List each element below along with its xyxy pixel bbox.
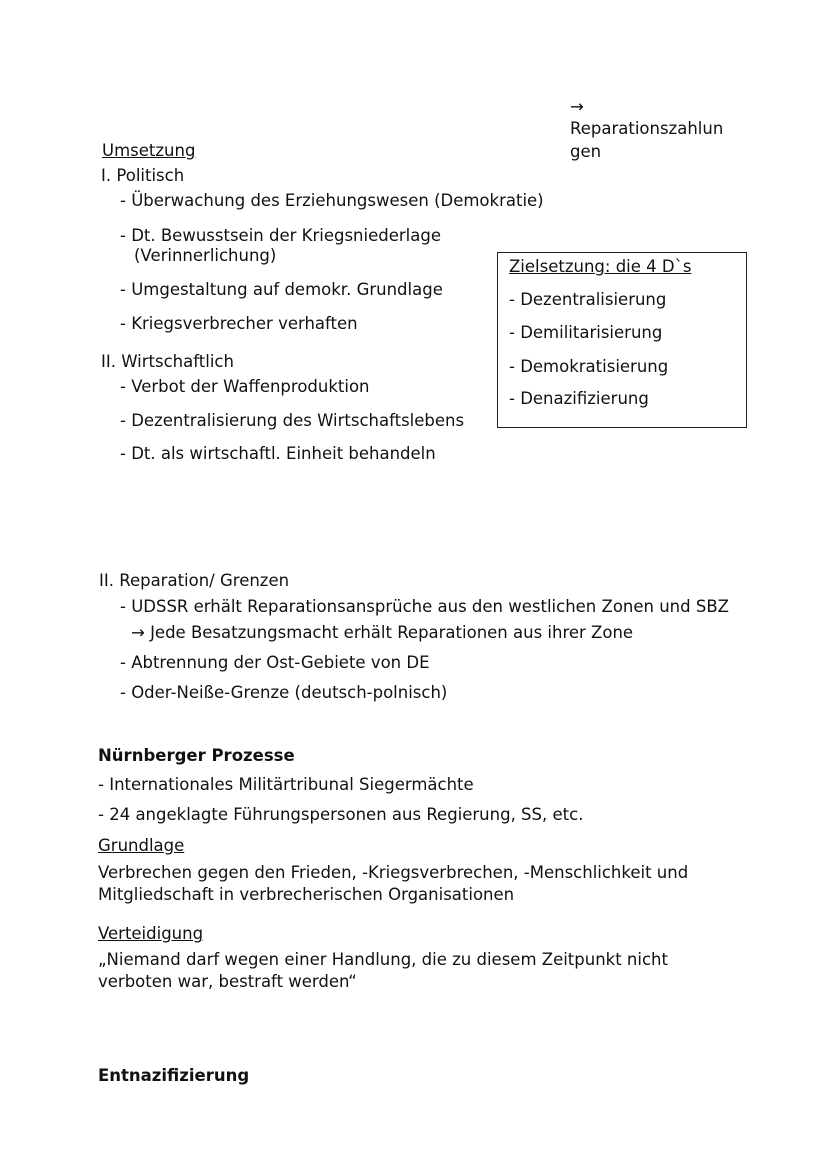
zielsetzung-item: - Demilitarisierung bbox=[509, 323, 663, 342]
nuernberg-item: - Internationales Militärtribunal Siegermächte bbox=[98, 775, 474, 794]
nuernberg-item: - 24 angeklagte Führungspersonen aus Regierung, SS, etc. bbox=[98, 805, 584, 824]
entnazifizierung-heading: Entnazifizierung bbox=[98, 1066, 250, 1085]
wirtschaftlich-item: - Dt. als wirtschaftl. Einheit behandeln bbox=[120, 444, 436, 463]
politisch-item: - Umgestaltung auf demokr. Grundlage bbox=[120, 280, 443, 299]
politisch-title: I. Politisch bbox=[101, 166, 185, 185]
politisch-item: - Überwachung des Erziehungswesen (Demokratie) bbox=[120, 191, 544, 210]
zielsetzung-item: - Demokratisierung bbox=[509, 357, 669, 376]
politisch-item: - Kriegsverbrecher verhaften bbox=[120, 314, 358, 333]
wirtschaftlich-item: - Verbot der Waffenproduktion bbox=[120, 377, 370, 396]
nuernberg-heading: Nürnberger Prozesse bbox=[98, 746, 295, 765]
reparation-item: - UDSSR erhält Reparationsansprüche aus den westlichen Zonen und SBZ bbox=[120, 597, 729, 616]
zielsetzung-item: - Dezentralisierung bbox=[509, 290, 667, 309]
reparation-subitem: → Jede Besatzungsmacht erhält Reparationen aus ihrer Zone bbox=[131, 623, 634, 642]
reparation-item: - Oder-Neiße-Grenze (deutsch-polnisch) bbox=[120, 683, 448, 702]
arrow-icon: → bbox=[570, 97, 584, 116]
reparation-item: - Abtrennung der Ost-Gebiete von DE bbox=[120, 653, 430, 672]
wirtschaftlich-title: II. Wirtschaftlich bbox=[101, 352, 234, 371]
reparation-title: II. Reparation/ Grenzen bbox=[99, 571, 290, 590]
reparation-note-line1: Reparationszahlun bbox=[570, 119, 724, 138]
grundlage-heading: Grundlage bbox=[98, 836, 185, 855]
verteidigung-quote-line2: verboten war, bestraft werden“ bbox=[98, 972, 357, 991]
verteidigung-heading: Verteidigung bbox=[98, 924, 204, 943]
grundlage-text-line2: Mitgliedschaft in verbrecherischen Organisationen bbox=[98, 885, 515, 904]
verteidigung-quote-line1: „Niemand darf wegen einer Handlung, die zu diesem Zeitpunkt nicht bbox=[98, 950, 668, 969]
zielsetzung-title: Zielsetzung: die 4 D`s bbox=[509, 257, 692, 276]
reparation-note-line2: gen bbox=[570, 142, 602, 161]
politisch-item-continuation: (Verinnerlichung) bbox=[134, 246, 277, 265]
wirtschaftlich-item: - Dezentralisierung des Wirtschaftslebens bbox=[120, 411, 465, 430]
umsetzung-heading: Umsetzung bbox=[102, 141, 196, 160]
politisch-item: - Dt. Bewusstsein der Kriegsniederlage bbox=[120, 226, 441, 245]
grundlage-text-line1: Verbrechen gegen den Frieden, -Kriegsverbrechen, -Menschlichkeit und bbox=[98, 863, 689, 882]
zielsetzung-item: - Denazifizierung bbox=[509, 389, 649, 408]
